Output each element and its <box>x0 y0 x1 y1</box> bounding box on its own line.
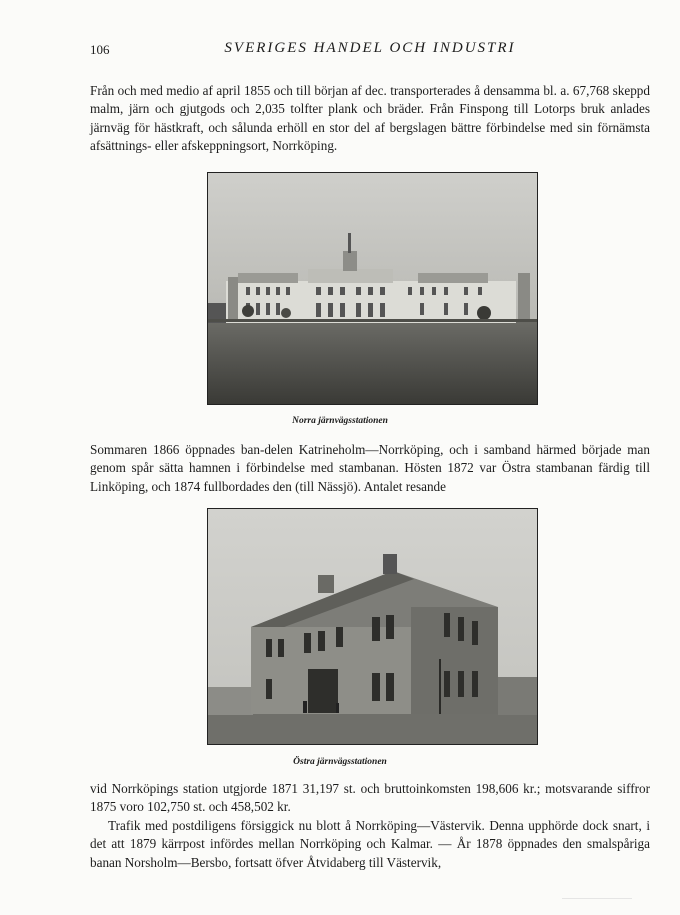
running-title: SVERIGES HANDEL OCH INDUSTRI <box>224 40 516 56</box>
paragraph-3: vid Norrköpings station utgjorde 1871 31,197 st. och bruttoinkomsten 198,606 kr.; motsvarande siffror 1875 voro 102,750 st. och 458,502 kr. <box>90 781 650 815</box>
page-number: 106 <box>90 42 110 57</box>
paragraph-2: Sommaren 1866 öppnades ban-delen Katrineholm—Norrköping, och i samband härmed började man genom spår sätta hamnen i förbindelse med stambanan. Hösten 1872 var Östra stambanan färdig till Linköping, och 1874 fullbordades den (till Nässjö). Antalet resande <box>90 442 650 494</box>
paragraph-1: Från och med medio af april 1855 och till början af dec. transporterades å densamma bl. a. 67,768 skeppd malm, järn och gjutgods och 2,035 tolfter plank och bräder. Från Finspong till Lotorps bruk anlades järnväg för hästkraft, och sålunda erhöll en stor del af bergslagen bättre förbindelse med sin förnämsta afsättnings- eller afskeppningsort, Norrköping. <box>90 83 650 153</box>
page-header <box>90 38 650 62</box>
bleed-through-mark <box>562 898 632 899</box>
ostra-station-image <box>208 509 537 744</box>
paragraph-4: Trafik med postdiligens försiggick nu blott å Norrköping—Västervik. Denna upphörde dock snart, i det att 1879 kärrpost infördes mellan Norrköping och Kalmar. — År 1878 öppnades den smalspåriga banan Norsholm—Bersbo, fortsatt öfver Åtvidaberg till Västervik, <box>90 818 650 870</box>
norra-station-image <box>208 173 537 404</box>
figure-caption-norra: Norra järnvägsstationen <box>292 416 388 426</box>
photo-norra-station <box>207 172 538 405</box>
photo-ostra-station <box>207 508 538 745</box>
figure-caption-ostra: Östra järnvägsstationen <box>293 757 387 767</box>
